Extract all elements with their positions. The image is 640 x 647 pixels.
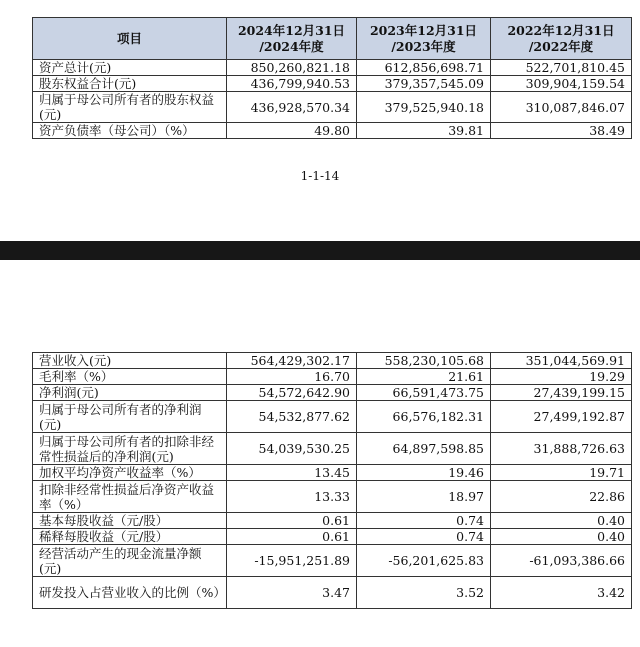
value-2022: 351,044,569.91 [491,353,632,369]
table-row [33,60,632,76]
value-2023: 21.61 [357,369,491,385]
value-2023: 3.52 [357,577,491,609]
value-2023: 66,591,473.75 [357,385,491,401]
table-row [33,92,632,123]
value-2024: 54,572,642.90 [227,385,357,401]
table-row [33,577,632,609]
table-header-row [33,18,632,60]
table-row [33,465,632,481]
value-2024: 436,928,570.34 [227,92,357,123]
value-2022: 310,087,846.07 [491,92,632,123]
row-label: 资产负债率（母公司）（%） [33,123,227,139]
header-2024: 2024年12月31日 /2024年度 [227,18,357,60]
value-2024: 54,532,877.62 [227,401,357,433]
table-row [33,401,632,433]
value-2023: 0.74 [357,513,491,529]
value-2024: 850,260,821.18 [227,60,357,76]
page-divider [0,241,640,260]
value-2024: 49.80 [227,123,357,139]
row-label: 归属于母公司所有者的扣除非经常性损益后的净利润(元) [33,433,227,465]
table-row [33,481,632,513]
value-2023: 379,525,940.18 [357,92,491,123]
value-2022: 27,499,192.87 [491,401,632,433]
value-2022: 0.40 [491,513,632,529]
table-row [33,545,632,577]
table-row [33,369,632,385]
value-2023: 39.81 [357,123,491,139]
value-2024: 436,799,940.53 [227,76,357,92]
value-2024: 16.70 [227,369,357,385]
row-label: 稀释每股收益（元/股） [33,529,227,545]
value-2024: 3.47 [227,577,357,609]
value-2024: 564,429,302.17 [227,353,357,369]
value-2023: 379,357,545.09 [357,76,491,92]
header-item: 项目 [33,18,227,60]
value-2022: 19.71 [491,465,632,481]
value-2023: 18.97 [357,481,491,513]
value-2022: 19.29 [491,369,632,385]
table-row [33,529,632,545]
value-2024: 13.33 [227,481,357,513]
value-2024: 0.61 [227,529,357,545]
value-2022: 22.86 [491,481,632,513]
value-2023: 558,230,105.68 [357,353,491,369]
row-label: 归属于母公司所有者的净利润(元) [33,401,227,433]
row-label: 扣除非经常性损益后净资产收益率（%） [33,481,227,513]
row-label: 毛利率（%） [33,369,227,385]
value-2024: 54,039,530.25 [227,433,357,465]
value-2024: 13.45 [227,465,357,481]
value-2022: 3.42 [491,577,632,609]
table-row [33,433,632,465]
table-row [33,123,632,139]
row-label: 股东权益合计(元) [33,76,227,92]
row-label: 加权平均净资产收益率（%） [33,465,227,481]
value-2022: -61,093,386.66 [491,545,632,577]
value-2023: 66,576,182.31 [357,401,491,433]
row-label: 研发投入占营业收入的比例（%） [33,577,227,609]
table-row [33,76,632,92]
value-2022: 27,439,199.15 [491,385,632,401]
financial-table-bottom [32,352,632,609]
header-2022: 2022年12月31日 /2022年度 [491,18,632,60]
table-row [33,353,632,369]
row-label: 经营活动产生的现金流量净额(元) [33,545,227,577]
row-label: 归属于母公司所有者的股东权益(元) [33,92,227,123]
header-2023: 2023年12月31日 /2023年度 [357,18,491,60]
value-2023: -56,201,625.83 [357,545,491,577]
page-number: 1-1-14 [300,169,340,183]
value-2023: 64,897,598.85 [357,433,491,465]
value-2023: 612,856,698.71 [357,60,491,76]
row-label: 资产总计(元) [33,60,227,76]
value-2022: 522,701,810.45 [491,60,632,76]
value-2022: 38.49 [491,123,632,139]
value-2022: 31,888,726.63 [491,433,632,465]
value-2023: 0.74 [357,529,491,545]
financial-table-top [32,17,632,139]
value-2024: -15,951,251.89 [227,545,357,577]
table-row [33,513,632,529]
value-2023: 19.46 [357,465,491,481]
row-label: 营业收入(元) [33,353,227,369]
value-2024: 0.61 [227,513,357,529]
value-2022: 0.40 [491,529,632,545]
table-row [33,385,632,401]
value-2022: 309,904,159.54 [491,76,632,92]
row-label: 净利润(元) [33,385,227,401]
row-label: 基本每股收益（元/股） [33,513,227,529]
